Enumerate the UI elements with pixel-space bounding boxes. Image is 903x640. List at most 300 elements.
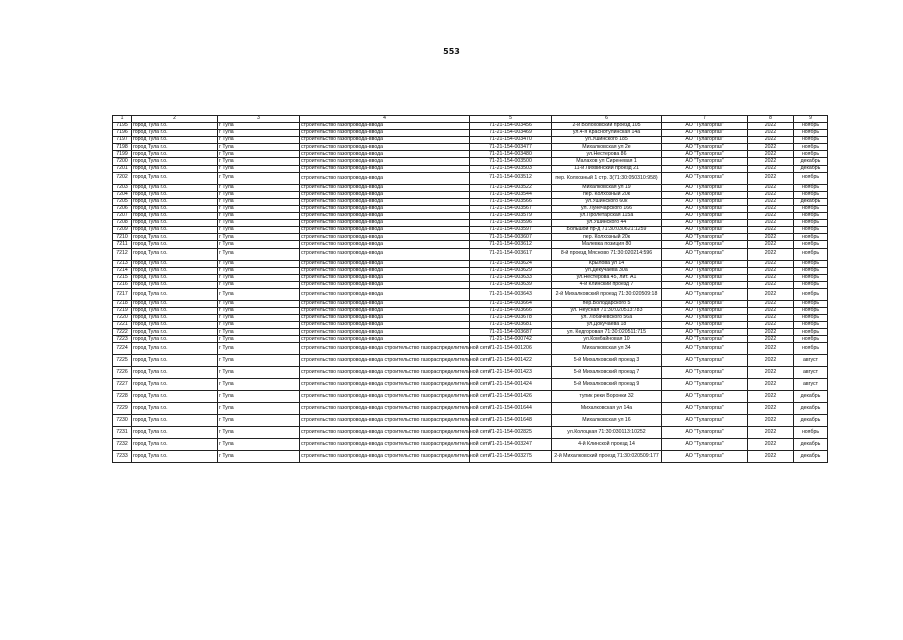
column-header-5: 5 <box>470 116 552 123</box>
cell-address: ул. Неусная 71:30:020513:783 <box>552 307 662 314</box>
cell-municipality: город Тула г.о. <box>132 379 218 391</box>
cell-row-number: 7196 <box>113 130 132 137</box>
cell-work-type: строительство газопровода-ввода строительство газораспределительной сети <box>300 451 470 463</box>
cell-registry-code: 71-21-154-003639 <box>470 281 552 288</box>
cell-address: 4-й Клинской проезд 14 <box>552 439 662 451</box>
cell-address: Малевка позиция 80 <box>552 241 662 248</box>
cell-municipality: город Тула г.о. <box>132 205 218 212</box>
cell-row-number: 7208 <box>113 220 132 227</box>
cell-row-number: 7195 <box>113 123 132 130</box>
cell-month: ноябрь <box>794 343 828 355</box>
cell-work-type: строительство газопровода-ввода <box>300 144 470 151</box>
cell-year: 2022 <box>748 427 794 439</box>
cell-locality: г Тула <box>218 274 300 281</box>
cell-year: 2022 <box>748 403 794 415</box>
cell-row-number: 7220 <box>113 315 132 322</box>
cell-municipality: город Тула г.о. <box>132 267 218 274</box>
cell-locality: г Тула <box>218 123 300 130</box>
cell-work-type: строительство газопровода-ввода <box>300 158 470 165</box>
cell-work-type: строительство газопровода-ввода строительство газораспределительной сети <box>300 427 470 439</box>
cell-municipality: город Тула г.о. <box>132 165 218 172</box>
cell-locality: г Тула <box>218 220 300 227</box>
cell-organization: АО "Тулагоргаз" <box>662 213 748 220</box>
cell-row-number: 7204 <box>113 191 132 198</box>
table-row <box>113 165 828 172</box>
cell-registry-code: 71-21-154-003456 <box>470 123 552 130</box>
cell-municipality: город Тула г.о. <box>132 220 218 227</box>
cell-month: ноябрь <box>794 241 828 248</box>
cell-work-type: строительство газопровода-ввода <box>300 227 470 234</box>
cell-year: 2022 <box>748 205 794 212</box>
cell-work-type: строительство газопровода-ввода <box>300 213 470 220</box>
cell-municipality: город Тула г.о. <box>132 427 218 439</box>
cell-municipality: город Тула г.о. <box>132 281 218 288</box>
cell-work-type: строительство газопровода-ввода <box>300 248 470 260</box>
cell-registry-code: 71-21-154-003633 <box>470 274 552 281</box>
column-header-9: 9 <box>794 116 828 123</box>
cell-organization: АО "Тулагоргаз" <box>662 144 748 151</box>
cell-row-number: 7205 <box>113 198 132 205</box>
table-row <box>113 379 828 391</box>
cell-work-type: строительство газопровода-ввода <box>300 205 470 212</box>
cell-work-type: строительство газопровода-ввода <box>300 281 470 288</box>
cell-year: 2022 <box>748 165 794 172</box>
cell-municipality: город Тула г.о. <box>132 123 218 130</box>
cell-municipality: город Тула г.о. <box>132 288 218 300</box>
table-row <box>113 227 828 234</box>
cell-row-number: 7210 <box>113 234 132 241</box>
cell-work-type: строительство газопровода-ввода строительство газораспределительной сети <box>300 355 470 367</box>
cell-registry-code: 71-21-154-003477 <box>470 144 552 151</box>
cell-municipality: город Тула г.о. <box>132 241 218 248</box>
cell-year: 2022 <box>748 241 794 248</box>
cell-organization: АО "Тулагоргаз" <box>662 336 748 343</box>
cell-locality: г Тула <box>218 391 300 403</box>
cell-locality: г Тула <box>218 427 300 439</box>
cell-row-number: 7198 <box>113 144 132 151</box>
cell-municipality: город Тула г.о. <box>132 248 218 260</box>
cell-row-number: 7212 <box>113 248 132 260</box>
cell-year: 2022 <box>748 144 794 151</box>
cell-municipality: город Тула г.о. <box>132 367 218 379</box>
cell-address: Михалковская ул 16 <box>552 415 662 427</box>
cell-year: 2022 <box>748 343 794 355</box>
table-row <box>113 172 828 184</box>
cell-row-number: 7197 <box>113 137 132 144</box>
cell-locality: г Тула <box>218 151 300 158</box>
cell-month: август <box>794 379 828 391</box>
cell-month: ноябрь <box>794 234 828 241</box>
cell-registry-code: 71-21-154-003275 <box>470 451 552 463</box>
cell-address: ул.Ушинского 44 <box>552 220 662 227</box>
cell-month: ноябрь <box>794 260 828 267</box>
cell-work-type: строительство газопровода-ввода <box>300 322 470 329</box>
cell-row-number: 7232 <box>113 439 132 451</box>
cell-municipality: город Тула г.о. <box>132 227 218 234</box>
cell-address: Малахов ул Сиреневая 1 <box>552 158 662 165</box>
cell-work-type: строительство газопровода-ввода <box>300 220 470 227</box>
cell-year: 2022 <box>748 191 794 198</box>
cell-address: Михалковская ул 14а <box>552 403 662 415</box>
cell-address: 2-й Михалковский проезд 71:30:020509:18 <box>552 288 662 300</box>
cell-month: ноябрь <box>794 172 828 184</box>
cell-month: август <box>794 367 828 379</box>
cell-work-type: строительство газопровода-ввода строительство газораспределительной сети <box>300 391 470 403</box>
cell-registry-code: 71-21-154-003617 <box>470 248 552 260</box>
cell-address: ул. Лобачевского 56а <box>552 315 662 322</box>
cell-row-number: 7209 <box>113 227 132 234</box>
cell-month: ноябрь <box>794 307 828 314</box>
cell-locality: г Тула <box>218 260 300 267</box>
cell-row-number: 7219 <box>113 307 132 314</box>
cell-row-number: 7227 <box>113 379 132 391</box>
cell-address: 11-й Лихвинский проезд 21 <box>552 165 662 172</box>
cell-organization: АО "Тулагоргаз" <box>662 123 748 130</box>
cell-locality: г Тула <box>218 329 300 336</box>
cell-address: ул.Докучаева 18 <box>552 322 662 329</box>
cell-month: ноябрь <box>794 227 828 234</box>
cell-row-number: 7226 <box>113 367 132 379</box>
cell-organization: АО "Тулагоргаз" <box>662 267 748 274</box>
cell-registry-code: 71-21-154-003624 <box>470 260 552 267</box>
cell-organization: АО "Тулагоргаз" <box>662 343 748 355</box>
cell-municipality: город Тула г.о. <box>132 213 218 220</box>
cell-work-type: строительство газопровода-ввода <box>300 123 470 130</box>
cell-municipality: город Тула г.о. <box>132 391 218 403</box>
cell-organization: АО "Тулагоргаз" <box>662 184 748 191</box>
cell-year: 2022 <box>748 307 794 314</box>
cell-address: 4-й Клинский проезд 7 <box>552 281 662 288</box>
cell-organization: АО "Тулагоргаз" <box>662 241 748 248</box>
cell-organization: АО "Тулагоргаз" <box>662 367 748 379</box>
cell-locality: г Тула <box>218 451 300 463</box>
cell-registry-code: 71-21-154-003503 <box>470 165 552 172</box>
cell-organization: АО "Тулагоргаз" <box>662 234 748 241</box>
cell-year: 2022 <box>748 234 794 241</box>
table-body <box>113 123 828 463</box>
cell-municipality: город Тула г.о. <box>132 315 218 322</box>
cell-month: ноябрь <box>794 191 828 198</box>
cell-organization: АО "Тулагоргаз" <box>662 158 748 165</box>
cell-organization: АО "Тулагоргаз" <box>662 379 748 391</box>
cell-year: 2022 <box>748 439 794 451</box>
table-row <box>113 158 828 165</box>
table-row <box>113 415 828 427</box>
cell-year: 2022 <box>748 336 794 343</box>
cell-municipality: город Тула г.о. <box>132 130 218 137</box>
cell-work-type: строительство газопровода-ввода <box>300 315 470 322</box>
cell-locality: г Тула <box>218 322 300 329</box>
cell-month: ноябрь <box>794 329 828 336</box>
cell-organization: АО "Тулагоргаз" <box>662 322 748 329</box>
cell-registry-code: 71-21-154-003567 <box>470 205 552 212</box>
cell-year: 2022 <box>748 391 794 403</box>
cell-registry-code: 71-21-154-003629 <box>470 267 552 274</box>
column-header-8: 8 <box>748 116 794 123</box>
cell-organization: АО "Тулагоргаз" <box>662 151 748 158</box>
cell-municipality: город Тула г.о. <box>132 439 218 451</box>
cell-organization: АО "Тулагоргаз" <box>662 329 748 336</box>
cell-address: Большой пр-д 71:30:030621:1259 <box>552 227 662 234</box>
cell-municipality: город Тула г.о. <box>132 336 218 343</box>
cell-municipality: город Тула г.о. <box>132 144 218 151</box>
cell-row-number: 7216 <box>113 281 132 288</box>
cell-year: 2022 <box>748 260 794 267</box>
table-row <box>113 343 828 355</box>
cell-organization: АО "Тулагоргаз" <box>662 315 748 322</box>
cell-row-number: 7202 <box>113 172 132 184</box>
cell-row-number: 7201 <box>113 165 132 172</box>
cell-month: ноябрь <box>794 220 828 227</box>
cell-address: Михалковская ул 2е <box>552 144 662 151</box>
cell-registry-code: 71-21-154-003678 <box>470 315 552 322</box>
cell-locality: г Тула <box>218 241 300 248</box>
column-header-2: 2 <box>132 116 218 123</box>
table-row <box>113 451 828 463</box>
cell-month: ноябрь <box>794 151 828 158</box>
cell-locality: г Тула <box>218 415 300 427</box>
cell-work-type: строительство газопровода-ввода <box>300 184 470 191</box>
cell-locality: г Тула <box>218 227 300 234</box>
cell-row-number: 7211 <box>113 241 132 248</box>
cell-row-number: 7224 <box>113 343 132 355</box>
cell-month: ноябрь <box>794 130 828 137</box>
cell-work-type: строительство газопровода-ввода <box>300 172 470 184</box>
cell-month: декабрь <box>794 451 828 463</box>
cell-address: Крылова ул 14 <box>552 260 662 267</box>
cell-address: ул.Пролетарская 115а <box>552 213 662 220</box>
cell-registry-code: 71-21-154-000742 <box>470 336 552 343</box>
cell-month: ноябрь <box>794 322 828 329</box>
cell-registry-code: 71-21-154-001422 <box>470 355 552 367</box>
cell-work-type: строительство газопровода-ввода <box>300 165 470 172</box>
cell-address: 5-й Михалковский проезд 7 <box>552 367 662 379</box>
cell-address: ул.Ушинского 60к <box>552 198 662 205</box>
table-row <box>113 329 828 336</box>
cell-year: 2022 <box>748 329 794 336</box>
cell-municipality: город Тула г.о. <box>132 184 218 191</box>
cell-locality: г Тула <box>218 234 300 241</box>
cell-month: ноябрь <box>794 267 828 274</box>
cell-address: ул.Нестерова 86 <box>552 151 662 158</box>
cell-municipality: город Тула г.о. <box>132 151 218 158</box>
cell-organization: АО "Тулагоргаз" <box>662 281 748 288</box>
cell-month: ноябрь <box>794 336 828 343</box>
cell-organization: АО "Тулагоргаз" <box>662 288 748 300</box>
cell-year: 2022 <box>748 288 794 300</box>
cell-municipality: город Тула г.о. <box>132 343 218 355</box>
cell-municipality: город Тула г.о. <box>132 172 218 184</box>
cell-year: 2022 <box>748 213 794 220</box>
cell-work-type: строительство газопровода-ввода <box>300 191 470 198</box>
cell-municipality: город Тула г.о. <box>132 234 218 241</box>
cell-registry-code: 71-21-154-003687 <box>470 329 552 336</box>
cell-work-type: строительство газопровода-ввода <box>300 329 470 336</box>
cell-month: ноябрь <box>794 137 828 144</box>
cell-organization: АО "Тулагоргаз" <box>662 172 748 184</box>
cell-year: 2022 <box>748 137 794 144</box>
cell-municipality: город Тула г.о. <box>132 274 218 281</box>
cell-month: ноябрь <box>794 274 828 281</box>
cell-locality: г Тула <box>218 355 300 367</box>
cell-address: пер. Колхозный 20к <box>552 234 662 241</box>
cell-address: 5-й Михалковский проезд 3 <box>552 355 662 367</box>
cell-work-type: строительство газопровода-ввода <box>300 137 470 144</box>
cell-year: 2022 <box>748 451 794 463</box>
cell-locality: г Тула <box>218 144 300 151</box>
cell-organization: АО "Тулагоргаз" <box>662 427 748 439</box>
table-row <box>113 439 828 451</box>
cell-work-type: строительство газопровода-ввода строительство газораспределительной сети <box>300 403 470 415</box>
cell-locality: г Тула <box>218 336 300 343</box>
cell-locality: г Тула <box>218 288 300 300</box>
cell-work-type: строительство газопровода-ввода <box>300 151 470 158</box>
cell-month: декабрь <box>794 391 828 403</box>
cell-registry-code: 71-21-154-003522 <box>470 184 552 191</box>
cell-year: 2022 <box>748 172 794 184</box>
table-row <box>113 288 828 300</box>
cell-address: 8-й проезд Мясново 71:30:020214:596 <box>552 248 662 260</box>
cell-address: ул.Декучаева 30а <box>552 267 662 274</box>
cell-locality: г Тула <box>218 367 300 379</box>
cell-work-type: строительство газопровода-ввода строительство газораспределительной сети <box>300 415 470 427</box>
cell-row-number: 7203 <box>113 184 132 191</box>
cell-address: Михалковская ул 34 <box>552 343 662 355</box>
cell-year: 2022 <box>748 198 794 205</box>
cell-locality: г Тула <box>218 184 300 191</box>
cell-municipality: город Тула г.о. <box>132 329 218 336</box>
cell-work-type: строительство газопровода-ввода строительство газораспределительной сети <box>300 379 470 391</box>
cell-registry-code: 71-21-154-003596 <box>470 220 552 227</box>
cell-work-type: строительство газопровода-ввода <box>300 300 470 307</box>
cell-year: 2022 <box>748 158 794 165</box>
cell-registry-code: 71-21-154-003643 <box>470 288 552 300</box>
column-header-1: 1 <box>113 116 132 123</box>
cell-address: ул.4-я Краснотулинская 14а <box>552 130 662 137</box>
cell-address: ул.Ушинского 185 <box>552 137 662 144</box>
cell-year: 2022 <box>748 274 794 281</box>
cell-address: ул. Лунечарского 166 <box>552 205 662 212</box>
table-row <box>113 137 828 144</box>
cell-organization: АО "Тулагоргаз" <box>662 220 748 227</box>
cell-organization: АО "Тулагоргаз" <box>662 403 748 415</box>
cell-year: 2022 <box>748 367 794 379</box>
cell-registry-code: 71-21-154-003607 <box>470 234 552 241</box>
cell-locality: г Тула <box>218 213 300 220</box>
cell-registry-code: 71-21-154-003500 <box>470 158 552 165</box>
cell-month: ноябрь <box>794 123 828 130</box>
cell-registry-code: 71-21-154-003566 <box>470 198 552 205</box>
cell-organization: АО "Тулагоргаз" <box>662 205 748 212</box>
cell-organization: АО "Тулагоргаз" <box>662 227 748 234</box>
cell-address: пер.Володарского 5 <box>552 300 662 307</box>
cell-month: ноябрь <box>794 300 828 307</box>
cell-organization: АО "Тулагоргаз" <box>662 248 748 260</box>
cell-locality: г Тула <box>218 307 300 314</box>
cell-municipality: город Тула г.о. <box>132 137 218 144</box>
cell-month: ноябрь <box>794 248 828 260</box>
cell-work-type: строительство газопровода-ввода строительство газораспределительной сети <box>300 367 470 379</box>
cell-month: ноябрь <box>794 281 828 288</box>
cell-address: ул.Колоцкая 71:30:030113:10252 <box>552 427 662 439</box>
column-header-7: 7 <box>662 116 748 123</box>
cell-registry-code: 71-21-154-001644 <box>470 403 552 415</box>
cell-locality: г Тула <box>218 198 300 205</box>
table-row <box>113 322 828 329</box>
cell-registry-code: 71-21-154-001648 <box>470 415 552 427</box>
cell-organization: АО "Тулагоргаз" <box>662 439 748 451</box>
cell-address: тупик реки Воронки 32 <box>552 391 662 403</box>
table-row <box>113 281 828 288</box>
cell-year: 2022 <box>748 300 794 307</box>
cell-registry-code: 71-21-154-003597 <box>470 227 552 234</box>
cell-organization: АО "Тулагоргаз" <box>662 307 748 314</box>
cell-month: ноябрь <box>794 427 828 439</box>
cell-year: 2022 <box>748 267 794 274</box>
cell-month: ноябрь <box>794 184 828 191</box>
cell-municipality: город Тула г.о. <box>132 415 218 427</box>
cell-address: ул.Нестерова 45, лит. А1 <box>552 274 662 281</box>
cell-locality: г Тула <box>218 267 300 274</box>
cell-registry-code: 71-21-154-003579 <box>470 213 552 220</box>
cell-address: пер. Колхозный 20к <box>552 191 662 198</box>
cell-registry-code: 71-21-154-003247 <box>470 439 552 451</box>
cell-address: 2-й Михалковский проезд 71:30:020509:177 <box>552 451 662 463</box>
cell-year: 2022 <box>748 355 794 367</box>
cell-locality: г Тула <box>218 191 300 198</box>
cell-month: ноябрь <box>794 144 828 151</box>
cell-year: 2022 <box>748 227 794 234</box>
table-row <box>113 427 828 439</box>
page-number: 553 <box>443 47 460 56</box>
cell-month: декабрь <box>794 403 828 415</box>
cell-month: ноябрь <box>794 205 828 212</box>
cell-month: ноябрь <box>794 288 828 300</box>
cell-month: декабрь <box>794 158 828 165</box>
cell-row-number: 7228 <box>113 391 132 403</box>
cell-organization: АО "Тулагоргаз" <box>662 260 748 267</box>
cell-work-type: строительство газопровода-ввода <box>300 274 470 281</box>
table-row <box>113 336 828 343</box>
cell-municipality: город Тула г.о. <box>132 322 218 329</box>
cell-year: 2022 <box>748 248 794 260</box>
table-row <box>113 241 828 248</box>
register-table <box>112 115 828 463</box>
cell-registry-code: 71-21-154-003612 <box>470 241 552 248</box>
cell-organization: АО "Тулагоргаз" <box>662 451 748 463</box>
cell-year: 2022 <box>748 415 794 427</box>
cell-year: 2022 <box>748 184 794 191</box>
cell-registry-code: 71-21-154-001426 <box>470 391 552 403</box>
cell-row-number: 7231 <box>113 427 132 439</box>
cell-row-number: 7200 <box>113 158 132 165</box>
cell-address: 5-й Михалковский проезд 9 <box>552 379 662 391</box>
cell-locality: г Тула <box>218 205 300 212</box>
cell-address: ул.Комбайновая 10 <box>552 336 662 343</box>
cell-registry-code: 71-21-154-001424 <box>470 379 552 391</box>
table-row <box>113 248 828 260</box>
cell-organization: АО "Тулагоргаз" <box>662 391 748 403</box>
cell-locality: г Тула <box>218 300 300 307</box>
cell-work-type: строительство газопровода-ввода <box>300 130 470 137</box>
cell-registry-code: 71-21-154-002825 <box>470 427 552 439</box>
cell-row-number: 7229 <box>113 403 132 415</box>
cell-year: 2022 <box>748 322 794 329</box>
cell-month: декабрь <box>794 165 828 172</box>
table-row <box>113 234 828 241</box>
cell-locality: г Тула <box>218 439 300 451</box>
cell-address: 2-й Волоховский проезд 105 <box>552 123 662 130</box>
